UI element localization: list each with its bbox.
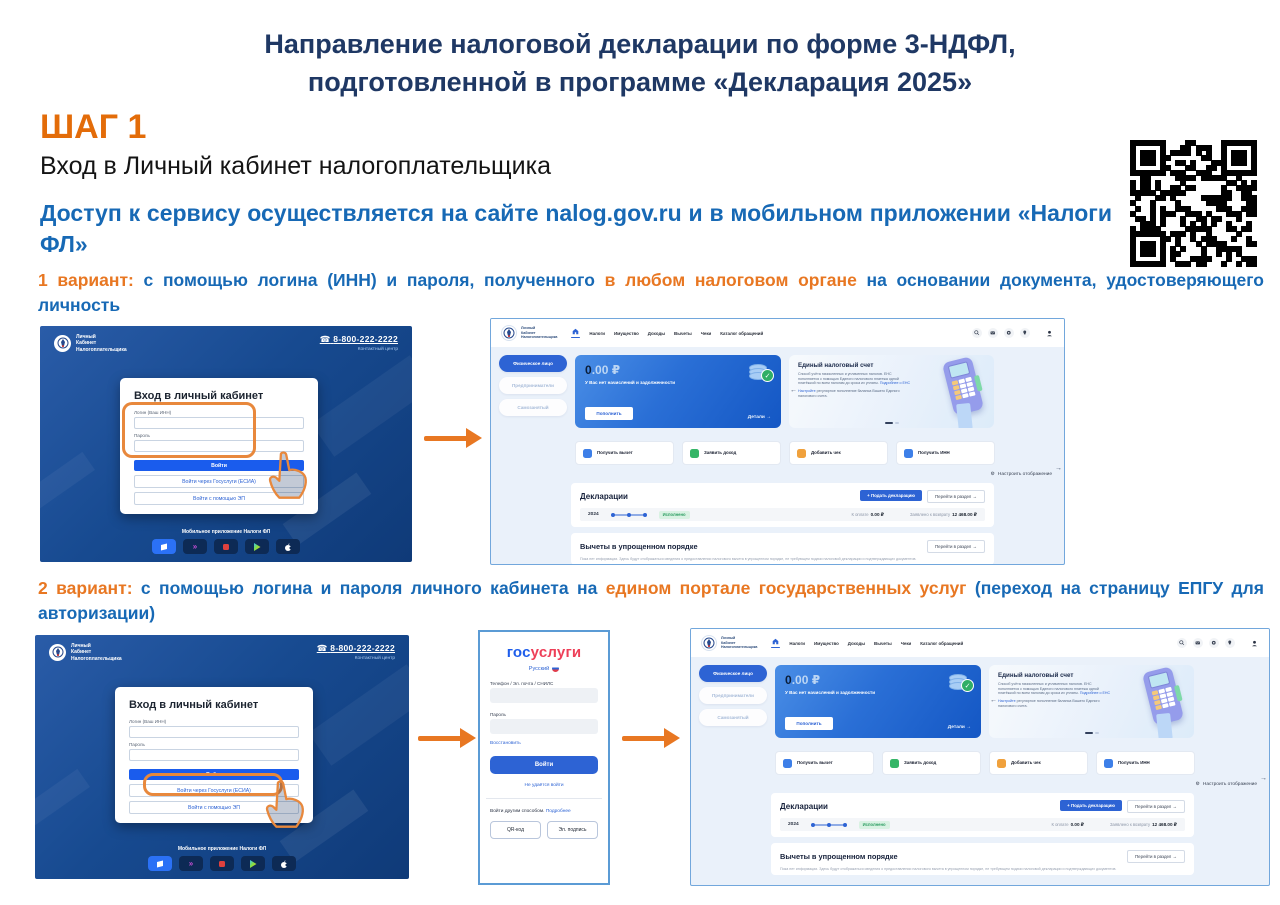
tab-self-employed[interactable]: Самозанятый xyxy=(699,709,767,726)
search-icon[interactable] xyxy=(1177,638,1187,648)
support-icon[interactable] xyxy=(1209,638,1219,648)
nav-catalog[interactable]: Каталог обращений xyxy=(920,640,964,646)
login-field-label: Логин (Ваш ИНН) xyxy=(129,719,167,724)
deductions-title: Вычеты в упрощенном порядке xyxy=(580,542,698,551)
mobile-app-caption: Мобильное приложение Налоги ФЛ xyxy=(177,846,267,852)
login-input[interactable] xyxy=(129,726,299,738)
ens-title: Единый налоговый счет xyxy=(998,672,1074,679)
check-icon: ✓ xyxy=(761,369,774,382)
action-add-receipt[interactable]: Добавить чек xyxy=(989,751,1088,775)
nav-property[interactable]: Имущество xyxy=(613,330,639,336)
nav-property[interactable]: Имущество xyxy=(813,640,839,646)
simplified-deductions-panel xyxy=(571,533,994,565)
nashstore-icon[interactable] xyxy=(214,539,238,554)
messages-icon[interactable] xyxy=(988,328,998,338)
phone-icon: ☎ xyxy=(316,643,328,653)
nav-deductions[interactable]: Вычеты xyxy=(674,330,692,336)
coins-icon xyxy=(749,364,769,378)
quick-actions xyxy=(775,751,1195,775)
language-selector[interactable]: Русский xyxy=(490,665,598,672)
background-decor xyxy=(40,452,95,510)
action-get-deduction[interactable]: Получить вычет xyxy=(575,441,674,465)
login-button[interactable]: Войти xyxy=(129,769,299,780)
action-get-inn[interactable]: Получить ИНН xyxy=(896,441,995,465)
action-get-deduction[interactable]: Получить вычет xyxy=(775,751,874,775)
contact-center-label: Контактный центр xyxy=(354,656,395,661)
profile-icon[interactable] xyxy=(1044,328,1054,338)
step-label: ШАГ 1 xyxy=(40,108,147,146)
login-card-title: Вход в личный кабинет xyxy=(129,699,259,711)
ens-setup-link[interactable]: Настройте xyxy=(798,389,816,394)
step-subtitle: Вход в Личный кабинет налогоплательщика xyxy=(40,152,551,180)
gosuslugi-logo: госуслуги xyxy=(506,644,582,661)
contact-center-label: Контактный центр xyxy=(357,347,398,352)
appgallery-icon[interactable]: » xyxy=(183,539,207,554)
status-badge: Исполнено xyxy=(859,821,890,829)
receipt-icon xyxy=(797,449,806,458)
declaration-row[interactable] xyxy=(780,818,1185,831)
action-declare-income[interactable]: Заявить доход xyxy=(682,441,781,465)
divider xyxy=(486,798,602,799)
ep-login-button[interactable]: Войти с помощью ЭП xyxy=(129,801,299,814)
notifications-icon[interactable] xyxy=(1225,638,1235,648)
declarations-panel xyxy=(771,793,1194,837)
action-add-receipt[interactable]: Добавить чек xyxy=(789,441,888,465)
login-card xyxy=(115,687,313,823)
fns-brand-name: Личный Кабинет Налогоплательщика xyxy=(76,334,127,353)
background-decor xyxy=(35,769,90,827)
qr-login-button[interactable]: QR-код xyxy=(490,821,541,839)
login-button[interactable]: Войти xyxy=(134,460,304,471)
password-field-label: Пароль xyxy=(129,742,145,747)
fns-brand-name: Личный Кабинет Налогоплательщика xyxy=(721,636,758,650)
submit-declaration-button[interactable]: + Подать декларацию xyxy=(1060,800,1122,811)
google-play-icon[interactable] xyxy=(241,856,265,871)
cannot-login-link[interactable]: Не удаётся войти xyxy=(524,783,564,788)
profile-type-switch xyxy=(699,665,767,726)
to-pay-value: К оплате 0.00 ₽ xyxy=(851,511,885,517)
gos-login-input[interactable] xyxy=(490,688,598,703)
esia-login-button[interactable]: Войти через Госуслуги (ЕСИА) xyxy=(129,784,299,797)
to-pay-value: К оплате 0.00 ₽ xyxy=(1051,821,1085,827)
nav-home-tab[interactable] xyxy=(771,638,780,649)
nav-home-tab[interactable] xyxy=(571,328,580,339)
carousel-dots[interactable] xyxy=(1085,732,1099,734)
gear-icon: ⚙ xyxy=(1195,782,1200,787)
fns-brand xyxy=(54,334,127,353)
income-icon xyxy=(890,759,899,768)
carousel-prev-icon[interactable]: ← xyxy=(790,387,797,394)
other-login-more-link[interactable]: Подробнее xyxy=(545,809,571,814)
fns-brand xyxy=(49,643,122,662)
ens-setup-link[interactable]: Настройте xyxy=(998,699,1016,704)
carousel-next-icon[interactable]: → xyxy=(1260,775,1267,782)
gos-password-label: Пароль xyxy=(490,712,506,717)
screenshot-lk-dashboard-1 xyxy=(490,318,1065,565)
arrow-right-icon: → xyxy=(972,494,977,499)
phone-icon: ☎ xyxy=(319,334,331,344)
carousel-dots[interactable] xyxy=(885,422,899,424)
ens-more-link[interactable]: Подробнее о ЕНС xyxy=(1079,691,1111,696)
quick-actions xyxy=(575,441,995,465)
flow-arrow xyxy=(418,728,476,748)
refund-value: Заявлено к возврату 12 468.00 ₽ xyxy=(1110,821,1177,827)
google-play-icon[interactable] xyxy=(245,539,269,554)
coins-icon xyxy=(949,674,969,688)
ep-signature-button[interactable]: Эл. подпись xyxy=(547,821,598,839)
arrow-right-icon: → xyxy=(1172,854,1177,859)
rustore-icon[interactable] xyxy=(152,539,176,554)
deductions-empty-text: Пока нет информации. Здесь будут отображаться сведения о предоставлении налогового вычета в упрощенном порядке, не требующем подачи налоговой декларации и подтверждающих документов. xyxy=(580,557,917,561)
declarations-title: Декларации xyxy=(780,802,828,811)
nashstore-icon[interactable] xyxy=(210,856,234,871)
other-login-note: Войти другим способом. Подробнее xyxy=(490,809,571,814)
gear-icon: ⚙ xyxy=(990,472,995,477)
main-nav xyxy=(771,638,963,649)
password-field-label: Пароль xyxy=(134,433,150,438)
qr-code xyxy=(1130,140,1256,266)
contact-phone[interactable]: ☎ 8-800-222-2222 xyxy=(319,334,398,344)
fns-emblem-icon xyxy=(501,325,517,341)
gos-login-button[interactable]: Войти xyxy=(490,756,598,774)
deductions-title: Вычеты в упрощенном порядке xyxy=(780,852,898,861)
details-link[interactable]: Детали → xyxy=(947,725,971,730)
mobile-app-caption: Мобильное приложение Налоги ФЛ xyxy=(181,529,271,535)
action-get-inn[interactable]: Получить ИНН xyxy=(1096,751,1195,775)
balance-amount: 0.00 ₽ xyxy=(585,363,621,377)
deductions-empty-text: Пока нет информации. Здесь будут отображаться сведения о предоставлении налогового вычета в упрощенном порядке, не требующем подачи налоговой декларации и подтверждающих документов. xyxy=(780,867,1117,871)
hand-cursor-icon xyxy=(261,779,307,833)
rustore-icon[interactable] xyxy=(148,856,172,871)
tab-self-employed[interactable]: Самозанятый xyxy=(499,399,567,416)
plus-icon: + xyxy=(1067,803,1070,808)
ens-card: Единый налоговый счет Способ учёта начисленных и уплаченных налогов. ЕНС пополняется с помощью Единого налогового платежа одной платёжкой по всем налогам до срока их уплаты. Подробнее о ЕНС Настройте регулярное пополнение баланса Вашего Единого налогового счета. ← xyxy=(989,665,1194,738)
login-field-label: Логин (Ваш ИНН) xyxy=(134,410,172,415)
nav-catalog[interactable]: Каталог обращений xyxy=(720,330,764,336)
details-link[interactable]: Детали → xyxy=(747,415,771,420)
russian-flag-icon xyxy=(552,665,559,672)
nav-income[interactable]: Доходы xyxy=(847,640,866,646)
home-icon xyxy=(572,328,579,335)
hand-cursor-icon xyxy=(264,450,310,504)
deduction-icon xyxy=(583,449,592,458)
check-icon: ✓ xyxy=(961,679,974,692)
messages-icon[interactable] xyxy=(1193,638,1203,648)
fns-emblem-icon xyxy=(701,635,717,651)
tab-entrepreneurs[interactable]: Предприниматели xyxy=(499,377,567,394)
declaration-year: 2024 xyxy=(588,512,599,517)
variant1-text: 1 вариант: с помощью логина (ИНН) и пароля, полученного в любом налоговом органе на основании документа, удостоверяющего личность xyxy=(38,270,1264,316)
carousel-prev-icon[interactable]: ← xyxy=(990,697,997,704)
declarations-goto-button[interactable]: Перейти в раздел → xyxy=(1127,800,1185,813)
balance-note: У Вас нет начислений и задолженности xyxy=(585,380,676,385)
deductions-goto-button[interactable]: Перейти в раздел → xyxy=(1127,850,1185,863)
password-input[interactable] xyxy=(129,749,299,761)
declaration-row[interactable] xyxy=(580,508,985,521)
inn-icon xyxy=(1104,759,1113,768)
esia-login-button[interactable]: Войти через Госуслуги (ЕСИА) xyxy=(134,475,304,488)
declarations-title: Декларации xyxy=(580,492,628,501)
nav-taxes[interactable]: Налоги xyxy=(589,330,605,336)
ens-card: Единый налоговый счет Способ учёта начисленных и уплаченных налогов. ЕНС пополняется с помощью Единого налогового платежа одной платёжкой по всем налогам до срока их уплаты. Подробнее о ЕНС Настройте регулярное пополнение баланса Вашего Единого налогового счета. ← xyxy=(789,355,994,428)
nav-receipts[interactable]: Чеки xyxy=(700,330,712,336)
progress-steps-icon xyxy=(609,511,649,519)
screenshot-lk-login-2 xyxy=(35,635,409,879)
search-icon[interactable] xyxy=(972,328,982,338)
fns-brand-name: Личный Кабинет Налогоплательщика xyxy=(71,643,122,662)
login-input[interactable] xyxy=(134,417,304,429)
declarations-panel xyxy=(571,483,994,527)
refund-value: Заявлено к возврату 12 468.00 ₽ xyxy=(910,511,977,517)
topup-button[interactable]: Пополнить xyxy=(585,407,633,420)
simplified-deductions-panel xyxy=(771,843,1194,875)
flow-arrow xyxy=(424,428,482,448)
topup-button[interactable]: Пополнить xyxy=(785,717,833,730)
tab-entrepreneurs[interactable]: Предприниматели xyxy=(699,687,767,704)
nav-receipts[interactable]: Чеки xyxy=(900,640,912,646)
deductions-goto-button[interactable]: Перейти в раздел → xyxy=(927,540,985,553)
income-icon xyxy=(690,449,699,458)
display-settings-link[interactable]: ⚙ Настроить отображение xyxy=(990,472,1052,477)
login-card-title: Вход в личный кабинет xyxy=(134,390,264,402)
page-title: Направление налоговой декларации по форме 3-НДФЛ, подготовленной в программе «Декларация 2025» xyxy=(264,29,1016,97)
restore-password-link[interactable]: Восстановить xyxy=(490,741,521,746)
profile-type-switch xyxy=(499,355,567,416)
fns-emblem-icon xyxy=(54,335,71,352)
gos-password-input[interactable] xyxy=(490,719,598,734)
apple-icon[interactable] xyxy=(276,539,300,554)
inn-icon xyxy=(904,449,913,458)
deduction-icon xyxy=(783,759,792,768)
login-card xyxy=(120,378,318,514)
carousel-next-icon[interactable]: → xyxy=(1055,465,1062,472)
plus-icon: + xyxy=(867,493,870,498)
fns-emblem-icon xyxy=(49,644,66,661)
access-note: Доступ к сервису осуществляется на сайте nalog.gov.ru и в мобильном приложении «Налоги ФЛ» xyxy=(40,200,1112,258)
apple-icon[interactable] xyxy=(272,856,296,871)
ep-login-button[interactable]: Войти с помощью ЭП xyxy=(134,492,304,505)
fns-brand-name: Личный Кабинет Налогоплательщика xyxy=(521,326,558,340)
notifications-icon[interactable] xyxy=(1020,328,1030,338)
variant2-text: 2 вариант: с помощью логина и пароля личного кабинета на едином портале государственных услуг (переход на страницу ЕПГУ для авторизации) xyxy=(38,578,1264,624)
nav-income[interactable]: Доходы xyxy=(647,330,666,336)
balance-note: У Вас нет начислений и задолженности xyxy=(785,690,876,695)
status-badge: Исполнено xyxy=(659,511,690,519)
arrow-right-icon: → xyxy=(1172,804,1177,809)
profile-icon[interactable] xyxy=(1249,638,1259,648)
balance-card xyxy=(575,355,781,428)
ens-title: Единый налоговый счет xyxy=(798,362,874,369)
progress-steps-icon xyxy=(809,821,849,829)
declarations-goto-button[interactable]: Перейти в раздел → xyxy=(927,490,985,503)
arrow-right-icon: → xyxy=(966,725,971,730)
submit-declaration-button[interactable]: + Подать декларацию xyxy=(860,490,922,501)
display-settings-link[interactable]: ⚙ Настроить отображение xyxy=(1195,782,1257,787)
screenshot-lk-login-1 xyxy=(40,326,412,562)
screenshot-lk-dashboard-2 xyxy=(690,628,1270,886)
appgallery-icon[interactable]: » xyxy=(179,856,203,871)
contact-phone[interactable]: ☎ 8-800-222-2222 xyxy=(316,643,395,653)
arrow-right-icon: → xyxy=(972,544,977,549)
arrow-right-icon: → xyxy=(766,415,771,420)
flow-arrow xyxy=(622,728,680,748)
tab-individual[interactable]: Физическое лицо xyxy=(699,665,767,682)
app-store-row xyxy=(40,539,412,554)
nav-deductions[interactable]: Вычеты xyxy=(874,640,892,646)
gos-login-label: Телефон / Эл. почта / СНИЛС xyxy=(490,681,554,686)
balance-card xyxy=(775,665,981,738)
background-decor xyxy=(311,355,412,457)
receipt-icon xyxy=(997,759,1006,768)
action-declare-income[interactable]: Заявить доход xyxy=(882,751,981,775)
app-store-row xyxy=(35,856,409,871)
main-nav xyxy=(571,328,763,339)
home-icon xyxy=(772,638,779,645)
declaration-year: 2024 xyxy=(788,822,799,827)
nav-taxes[interactable]: Налоги xyxy=(789,640,805,646)
screenshot-gosuslugi-login xyxy=(478,630,610,885)
background-decor xyxy=(308,664,409,766)
balance-amount: 0.00 ₽ xyxy=(785,673,821,687)
support-icon[interactable] xyxy=(1004,328,1014,338)
tab-individual[interactable]: Физическое лицо xyxy=(499,355,567,372)
ens-more-link[interactable]: Подробнее о ЕНС xyxy=(879,381,911,386)
